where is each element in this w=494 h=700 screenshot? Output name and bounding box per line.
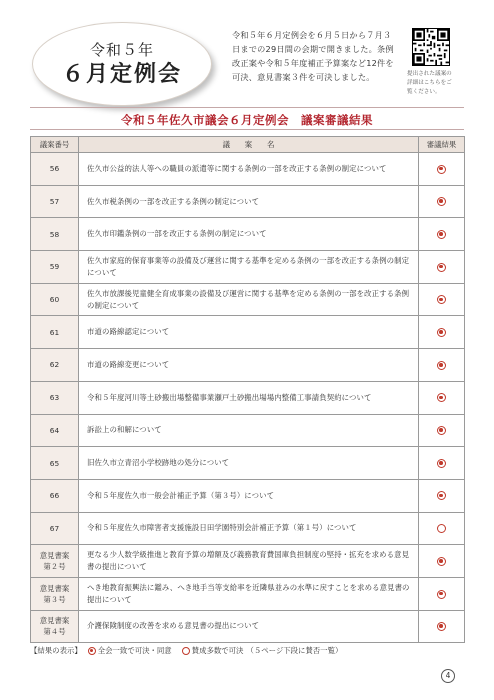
bill-number: 65 [31,447,79,480]
bill-number: 67 [31,512,79,545]
qr-note-line: 詳細はこちらをご [407,80,452,86]
title-badge [32,22,212,106]
bill-number: 63 [31,381,79,414]
table-row [31,283,465,316]
page-number: 4 [441,669,455,683]
bill-name: 佐久市家庭的保育事業等の設備及び運営に関する基準を定める条例の一部を改正する条例の制定について [79,251,419,284]
bill-name: 市道の路線変更について [79,349,419,382]
title-line-2: ６月定例会 [61,61,182,87]
bill-number: 61 [31,316,79,349]
bill-number: 59 [31,251,79,284]
table-row [31,447,465,480]
title-line-1: 令和５年 [89,41,154,59]
table-row [31,577,465,610]
bill-number: 62 [31,349,79,382]
bill-name: 佐久市印鑑条例の一部を改正する条例の制定について [79,218,419,251]
double-circle-icon [88,647,96,655]
header-name: 議 案 名 [79,137,419,153]
bill-result [419,577,465,610]
bill-name: 佐久市税条例の一部を改正する条例の制定について [79,185,419,218]
bill-result [419,610,465,643]
bill-name: へき地教育振興法に鑑み、へき地手当等支給率を近隣県並みの水準に戻すことを求める意見書の提出について [79,577,419,610]
double-circle-icon [437,622,446,631]
table-row [31,316,465,349]
bill-result [419,185,465,218]
qr-note-line: 提出された議案の [407,71,452,77]
double-circle-icon [437,165,446,174]
bill-result [419,545,465,578]
legend-unanimous-text: 全会一致で可決・同意 [97,646,172,655]
legend-label: 【結果の表示】 [30,646,82,655]
section-divider-bottom [30,129,464,130]
bill-name: 佐久市公益的法人等への職員の派遣等に関する条例の一部を改正する条例の制定について [79,153,419,186]
header-number: 議案番号 [31,137,79,153]
bill-result [419,283,465,316]
bill-name: 佐久市放課後児童健全育成事業の設備及び運営に関する基準を定める条例の一部を改正する条例の制定について [79,283,419,316]
bill-number: 64 [31,414,79,447]
intro-line: 日までの29日間の会期で開きました。条例 [232,44,394,54]
qr-code-icon [413,29,449,65]
bill-number: 56 [31,153,79,186]
legend [30,645,342,656]
double-circle-icon [437,328,446,337]
bill-result [419,479,465,512]
bill-result [419,381,465,414]
section-title: 令和５年佐久市議会６月定例会 議案審議結果 [121,113,373,127]
table-row [31,545,465,578]
legend-majority [182,645,244,656]
qr-note [407,70,467,97]
double-circle-icon [437,361,446,370]
table-row [31,218,465,251]
bill-result [419,447,465,480]
bill-number: 意見書案 第２号 [31,545,79,578]
double-circle-icon [437,197,446,206]
bill-name: 訴訟上の和解について [79,414,419,447]
bill-number: 意見書案 第４号 [31,610,79,643]
bill-number: 58 [31,218,79,251]
results-table [30,136,465,643]
table-row [31,381,465,414]
bill-result [419,251,465,284]
qr-note-line: 覧ください。 [407,89,441,95]
bill-result [419,316,465,349]
double-circle-icon [437,590,446,599]
table-body [31,153,465,643]
legend-note: （５ページ下段に賛否一覧） [246,646,343,655]
double-circle-icon [437,393,446,402]
bill-result [419,218,465,251]
legend-majority-text: 賛成多数で可決 [191,646,244,655]
bill-number: 意見書案 第３号 [31,577,79,610]
bill-number: 60 [31,283,79,316]
double-circle-icon [437,459,446,468]
bill-result [419,414,465,447]
section-divider-top [30,107,464,108]
bill-result [419,512,465,545]
double-circle-icon [437,557,446,566]
intro-line: 令和５年６月定例会を６月５日から７月３ [232,30,392,40]
bill-name: 更なる少人数学級推進と教育予算の増額及び義務教育費国庫負担制度の堅持・拡充を求める意見書の提出について [79,545,419,578]
legend-unanimous [88,645,172,656]
double-circle-icon [437,263,446,272]
double-circle-icon [437,491,446,500]
table-row [31,610,465,643]
table-row [31,414,465,447]
bill-result [419,153,465,186]
table-row [31,349,465,382]
intro-line: 改正案や令和５年度補正予算案など12件を [232,58,394,68]
bill-number: 57 [31,185,79,218]
bill-name: 市道の路線認定について [79,316,419,349]
bill-name: 令和５年度佐久市一般会計補正予算（第３号）について [79,479,419,512]
table-row [31,251,465,284]
bill-name: 令和５年度河川等土砂搬出場整備事業瀬戸土砂搬出場場内整備工事請負契約について [79,381,419,414]
table-row [31,185,465,218]
intro-text [232,28,404,84]
intro-line: 可決、意見書案３件を可決しました。 [232,72,375,82]
table-row [31,512,465,545]
circle-icon [437,524,446,533]
bill-number: 66 [31,479,79,512]
table-header-row [31,137,465,153]
double-circle-icon [437,230,446,239]
table-row [31,153,465,186]
double-circle-icon [437,295,446,304]
circle-icon [182,647,190,655]
header-result: 審議結果 [419,137,465,153]
bill-name: 令和５年度佐久市障害者支援施設日田学園特別会計補正予算（第１号）について [79,512,419,545]
bill-name: 旧佐久市立青沼小学校跡地の処分について [79,447,419,480]
qr-code[interactable] [412,28,450,66]
bill-name: 介護保険制度の改善を求める意見書の提出について [79,610,419,643]
bill-result [419,349,465,382]
table-row [31,479,465,512]
double-circle-icon [437,426,446,435]
